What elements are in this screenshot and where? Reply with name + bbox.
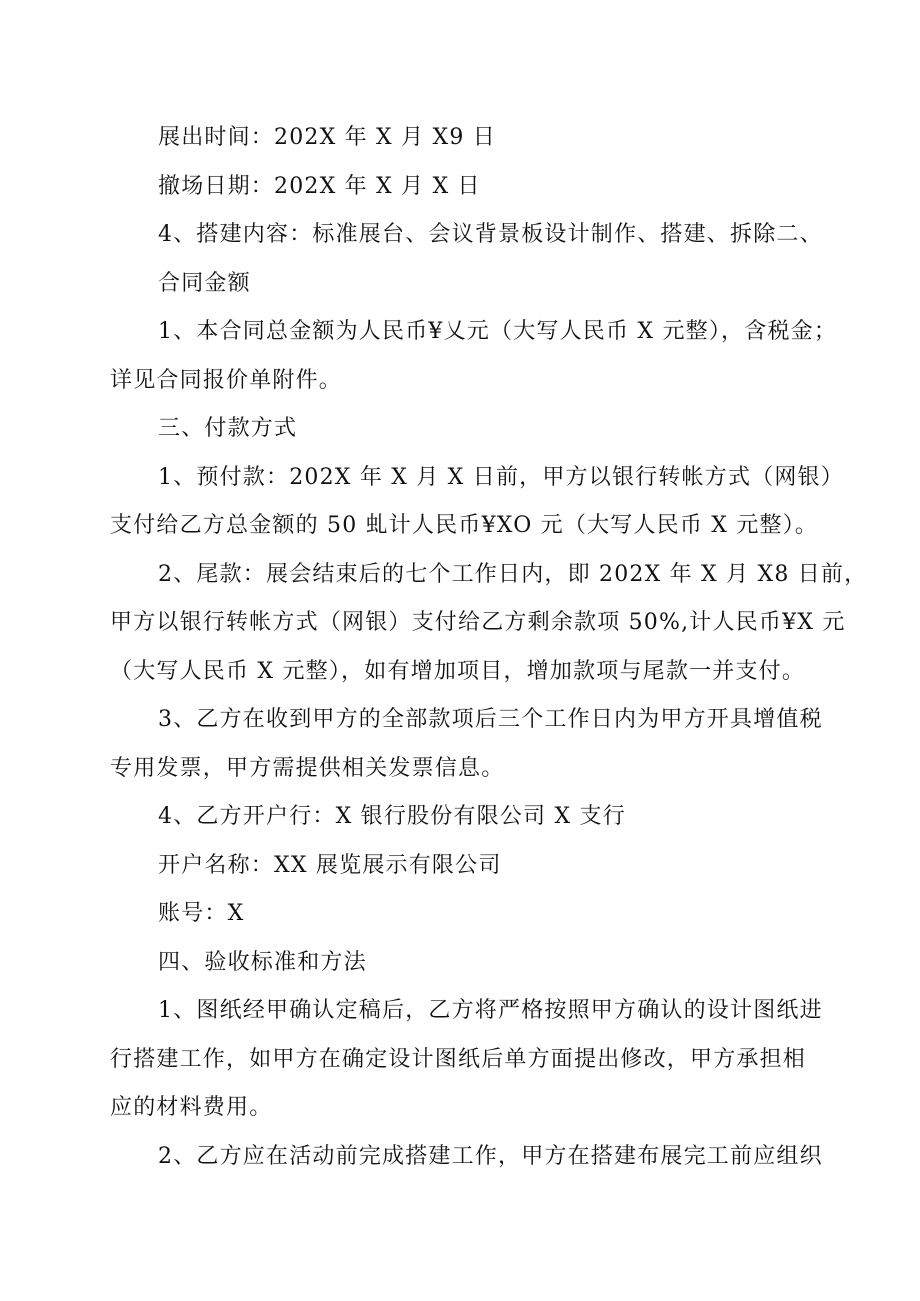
text-line: 1、图纸经甲确认定稿后，乙方将严格按照甲方确认的设计图纸进 bbox=[158, 998, 823, 1023]
text-line: 2、尾款：展会结束后的七个工作日内，即 202X 年 X 月 X8 日前， bbox=[158, 561, 868, 587]
text-line: 专用发票，甲方需提供相关发票信息。 bbox=[110, 755, 505, 781]
text-line: 1、本合同总金额为人民币¥乂元（大写人民币 X 元整），含税金； bbox=[158, 319, 838, 344]
text-line: 支付给乙方总金额的 50 虬计人民币¥XO 元（大写人民币 X 元整）。 bbox=[110, 513, 819, 538]
text-line: 4、搭建内容：标准展台、会议背景板设计制作、搭建、拆除二、 bbox=[158, 222, 823, 247]
text-line: 撤场日期：202X 年 X 月 X 日 bbox=[158, 173, 481, 199]
document-body bbox=[110, 114, 868, 1181]
section-heading: 三、付款方式 bbox=[158, 416, 298, 441]
text-line: 详见合同报价单附件。 bbox=[110, 367, 343, 393]
text-line: 3、乙方在收到甲方的全部款项后三个工作日内为甲方开具增值税 bbox=[158, 707, 823, 732]
text-line: 2、乙方应在活动前完成搭建工作，甲方在搭建布展完工前应组织 bbox=[158, 1143, 823, 1169]
text-line: 应的材料费用。 bbox=[110, 1095, 273, 1120]
text-line: 甲方以银行转帐方式（网银）支付给乙方剩余款项 50%,计人民币¥X 元 bbox=[110, 610, 846, 635]
text-line: 合同金额 bbox=[158, 270, 251, 296]
text-line: 1、预付款：202X 年 X 月 X 日前，甲方以银行转帐方式（网银） bbox=[158, 464, 844, 490]
text-line: 账号：X bbox=[158, 901, 245, 926]
text-line: （大写人民币 X 元整），如有增加项目，增加款项与尾款一并支付。 bbox=[110, 658, 806, 684]
text-line: 行搭建工作，如甲方在确定设计图纸后单方面提出修改，甲方承担相 bbox=[110, 1046, 807, 1072]
text-line: 开户名称：XX 展览展示有限公司 bbox=[158, 852, 502, 878]
text-line: 展出时间：202X 年 X 月 X9 日 bbox=[158, 125, 496, 150]
text-line: 4、乙方开户行：X 银行股份有限公司 X 支行 bbox=[158, 804, 626, 829]
section-heading: 四、验收标准和方法 bbox=[158, 949, 367, 975]
